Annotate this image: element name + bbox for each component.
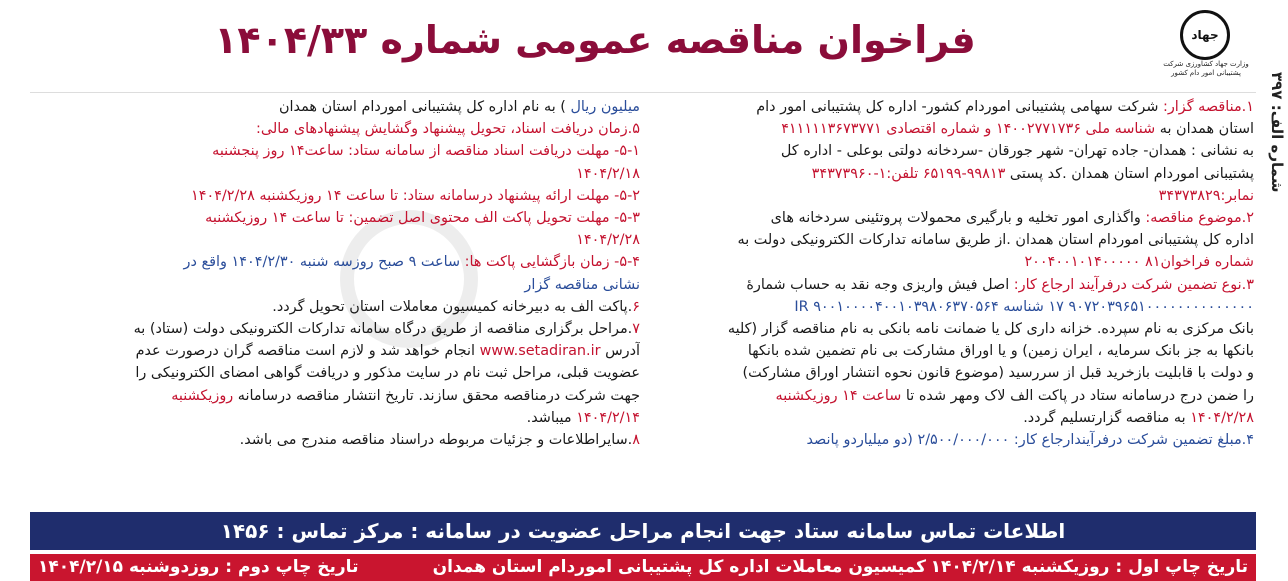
right-column (660, 96, 1254, 451)
text-segment: ۸ (632, 432, 640, 449)
text-segment: شرکت سهامی پشتیبانی اموردام کشور- اداره کل پشتیبانی امور دام (756, 99, 1159, 115)
text-line (660, 429, 1254, 451)
announcement-number: شماره الف: ۳۹۷ (1268, 72, 1286, 193)
logo (1158, 10, 1254, 86)
text-segment: عضویت قبلی، مراحل ثبت نام در سایت مذکور و دریافت گواهی امضای الکترونیکی را (135, 365, 640, 382)
contact-bar (30, 512, 1256, 550)
text-segment: ۵-۱- مهلت دریافت اسناد مناقصه از سامانه ستاد: ساعت۱۴ روز پنجشنبه (212, 143, 640, 160)
text-line (30, 207, 640, 229)
text-segment: ۹۹۸۱۳-۶۵۱۹۹ تلفن:۱-۳۴۳۷۳۹۶۰ (811, 165, 1006, 182)
text-line (660, 318, 1254, 340)
contact-info: اطلاعات تماس سامانه ستاد جهت انجام مراحل عضویت در سامانه : مرکز تماس : ۱۴۵۶ (220, 519, 1066, 543)
text-line (660, 362, 1254, 384)
logo-caption: وزارت جهاد کشاورزی شرکت پشتیبانی امور دام کشور (1163, 60, 1249, 77)
text-segment: ) به نام اداره کل پشتیبانی اموردام استان همدان (278, 99, 571, 115)
text-segment: نشانی مناقصه گزار (524, 276, 640, 293)
first-print-date: تاریخ چاپ اول : روزیکشنبه ۱۴۰۴/۲/۱۴ (930, 557, 1248, 577)
text-line (30, 251, 640, 273)
text-segment: واگذاری امور تخلیه و بارگیری محمولات پروتئینی سردخانه های (770, 210, 1141, 227)
text-segment: www.setadiran.ir (479, 343, 601, 360)
text-segment: استان همدان به (1155, 121, 1254, 138)
text-segment: ۶ (632, 298, 640, 315)
text-line (660, 340, 1254, 362)
text-segment: بانک مرکزی به نام سپرده. خزانه داری کل یا ضمانت نامه بانکی به نام مناقصه گزار (کلیه (727, 321, 1254, 338)
text-segment: .پاکت الف به دبیرخانه کمیسیون معاملات استان تحویل گردد. (272, 298, 633, 315)
text-line (30, 429, 640, 451)
text-segment: روزیکشنبه (171, 387, 234, 404)
text-segment: به نشانی : همدان- جاده تهران- شهر جورقان -سردخانه دولتی بوعلی - اداره کل (780, 143, 1254, 160)
text-segment: ۱۴۰۴/۲/۱۴ (576, 409, 640, 426)
text-segment: ۵-۲- مهلت ارائه پیشنهاد درسامانه ستاد: تا ساعت ۱۴ روزیکشنبه ۱۴۰۴/۲/۲۸ (191, 187, 640, 204)
text-segment: ۲.موضوع مناقصه: (1140, 210, 1254, 227)
text-line (660, 185, 1254, 207)
text-line (30, 163, 640, 185)
text-segment: ساعت ۱۴ روزیکشنبه (775, 387, 902, 404)
text-segment: بانکها به جز بانک سرمایه ، ایران زمین) و یا اوراق مشارکت بی نام تضمین شده بانکها (747, 343, 1254, 360)
logo-name: جهاد (1191, 28, 1219, 42)
text-line (660, 407, 1254, 429)
text-line (660, 96, 1254, 118)
text-line (660, 163, 1254, 185)
text-line (30, 118, 640, 140)
logo-emblem-icon (1180, 10, 1230, 60)
text-segment: ۳.نوع تضمین شرکت درفرآیند ارجاع کار: (1009, 276, 1254, 293)
left-column (30, 96, 640, 451)
header (30, 8, 1256, 88)
text-segment: شماره فراخوان۸۱ ۲۰۰۴۰۰۱۰۱۴۰۰۰۰۰ (1024, 254, 1254, 271)
bottom-bar (30, 554, 1256, 581)
text-line (30, 185, 640, 207)
text-line (30, 296, 640, 318)
second-print-date: تاریخ چاپ دوم : روزدوشنبه ۱۴۰۴/۲/۱۵ (38, 557, 359, 577)
text-segment: ۴.مبلغ تضمین شرکت درفرآیندارجاع کار: ۲/۵۰۰/۰۰۰/۰۰۰ (دو میلیاردو پانصد (806, 432, 1254, 449)
text-segment: ۱۴۰۴/۲/۱۸ (576, 165, 640, 182)
commission-name: کمیسیون معاملات اداره کل پشتیبانی اموردام استان همدان (432, 557, 926, 577)
page-title: فراخوان مناقصه عمومی شماره ۱۴۰۴/۳۳ (214, 18, 976, 62)
text-segment: اداره کل پشتیبانی اموردام استان همدان .از طریق سامانه تدارکات الکترونیکی دولت به (737, 232, 1254, 249)
text-segment: ۱۴۰۴/۲/۲۸ (576, 232, 640, 249)
text-line (30, 96, 640, 118)
text-line (660, 118, 1254, 140)
text-segment: ۱.مناقصه گزار: (1158, 99, 1254, 115)
text-segment: ساعت ۹ صبح روزسه شنبه ۱۴۰۴/۲/۳۰ واقع در (183, 254, 461, 271)
text-line (660, 207, 1254, 229)
text-segment: اصل فیش واریزی وجه نقد به حساب شمارهٔ (746, 276, 1010, 293)
text-segment: آدرس (600, 343, 640, 360)
text-line (660, 274, 1254, 296)
side-strip (1260, 62, 1288, 502)
text-segment: ۵-۴- زمان بازگشایی پاکت ها: (460, 254, 640, 271)
text-segment: .مراحل برگزاری مناقصه از طریق درگاه سامانه تدارکات الکترونیکی دولت (ستاد) به (133, 321, 633, 338)
text-line (660, 140, 1254, 162)
text-segment: جهت شرکت درمناقصه محقق سازند. تاریخ انتشار مناقصه درسامانه (233, 387, 640, 404)
text-segment: ۷ (632, 321, 640, 338)
text-line (30, 340, 640, 362)
text-segment: و دولت با قابلیت بازخرید قبل از سررسید (موضوع قانون نحوه انتشار اوراق مشارکت) (742, 365, 1254, 382)
divider (30, 92, 1256, 93)
text-segment: ۱۴۰۴/۲/۲۸ (1190, 409, 1254, 426)
text-segment: ۵-۳- مهلت تحویل پاکت الف محتوی اصل تضمین: تا ساعت ۱۴ روزیکشنبه (205, 210, 640, 227)
text-line (30, 229, 640, 251)
text-segment: میباشد. (526, 409, 577, 426)
text-line (660, 296, 1254, 318)
text-segment: ۵.زمان دریافت اسناد، تحویل پیشنهاد وگشایش پیشنهادهای مالی: (255, 121, 640, 138)
text-segment: میلیون ریال (570, 99, 640, 115)
text-line (30, 274, 640, 296)
text-line (660, 385, 1254, 407)
text-segment: انجام خواهد شد و لازم است مناقصه گران درصورت عدم (135, 343, 480, 360)
text-segment: شناسه ملی ۱۴۰۰۲۷۷۱۷۳۶ و شماره اقتصادی ۴۱۱۱۱۱۳۶۷۳۷۷۱ (781, 121, 1156, 138)
text-segment: را ضمن درج درسامانه ستاد در پاکت الف لاک ومهر شده تا (901, 387, 1254, 404)
text-line (30, 407, 640, 429)
text-segment: .سایراطلاعات و جزئیات مربوطه دراسناد مناقصه مندرج می باشد. (239, 432, 633, 449)
text-segment: نمابر:۳۴۳۷۳۸۲۹ (1158, 187, 1254, 204)
text-line (30, 385, 640, 407)
text-line (30, 140, 640, 162)
text-line (660, 251, 1254, 273)
text-segment: به مناقصه گزارتسلیم گردد. (1023, 409, 1191, 426)
text-segment: پشتیبانی اموردام استان همدان .کد پستی (1005, 165, 1254, 182)
text-line (660, 229, 1254, 251)
text-segment: ۹۰۷۲۰۳۹۶۵۱۰۰۰۰۰۰۰۰۰۰۰۰۰۰ ۱۷ شناسه IR ۹۰۰۱۰۰۰۰۴۰۰۱۰۳۹۸۰۶۳۷۰۵۶۴ (794, 298, 1254, 315)
text-line (30, 318, 640, 340)
text-line (30, 362, 640, 384)
